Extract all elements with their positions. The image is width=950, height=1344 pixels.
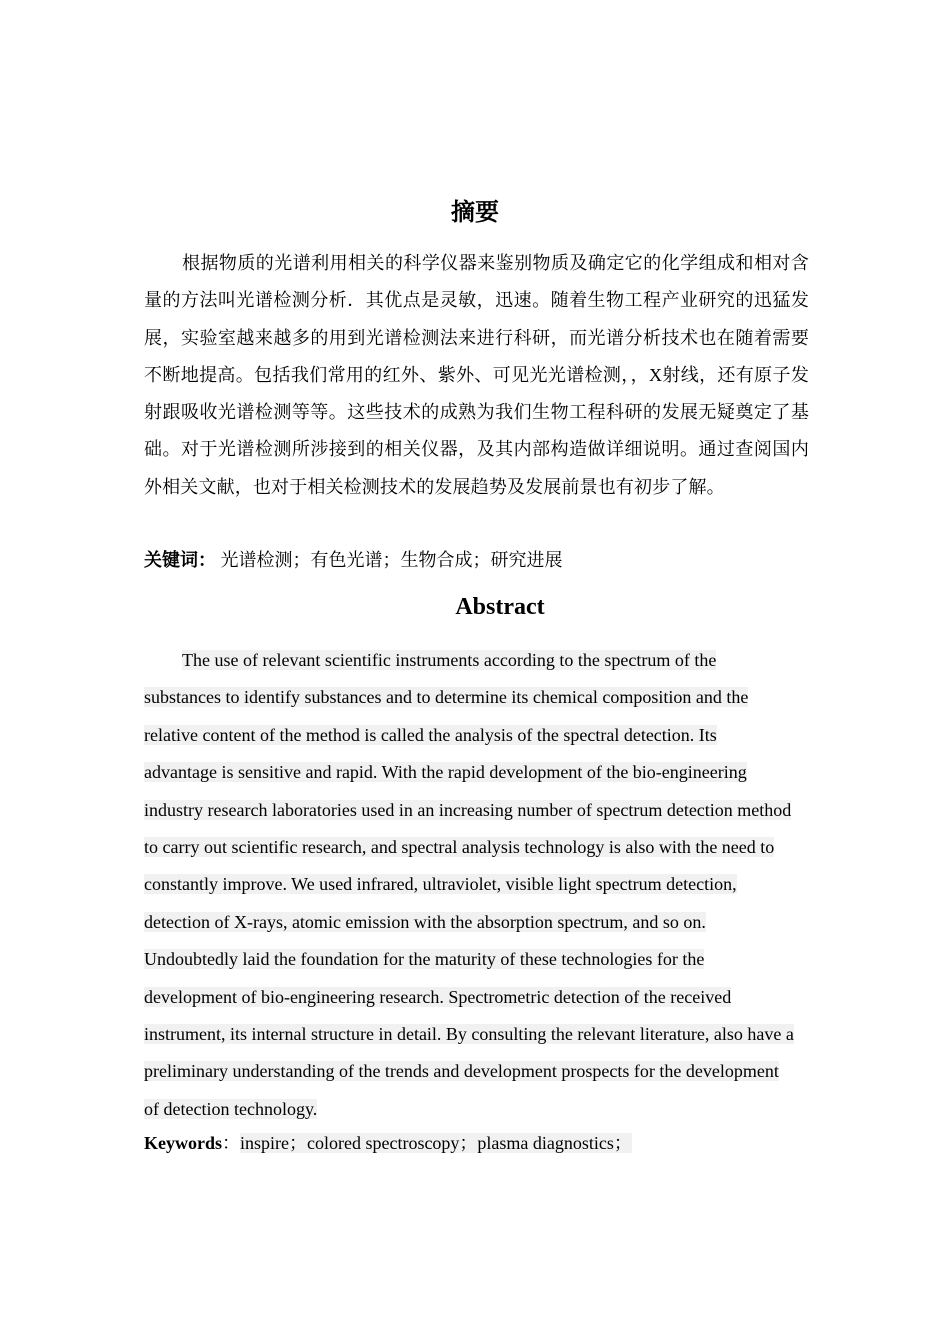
- chinese-abstract-body: 根据物质的光谱利用相关的科学仪器来鉴别物质及确定它的化学组成和相对含量的方法叫光谱检测分析．其优点是灵敏，迅速。随着生物工程产业研究的迅猛发展，实验室越来越多的用到光谱检测法来进行科研，而光谱分析技术也在随着需要不断地提高。包括我们常用的红外、紫外、可见光光谱检测，，X射线，还有原子发射跟吸收光谱检测等等。这些技术的成熟为我们生物工程科研的发展无疑奠定了基础。对于光谱检测所涉接到的相关仪器，及其内部构造做详细说明。通过查阅国内外相关文献，也对于相关检测技术的发展趋势及发展前景也有初步了解。: [144, 253, 809, 497]
- english-keywords-separator: ：: [222, 1133, 240, 1153]
- english-keywords-label: Keywords: [144, 1133, 222, 1153]
- chinese-keywords-label: 关键词：: [144, 550, 216, 570]
- chinese-abstract-title: 摘要: [451, 200, 499, 226]
- english-abstract-body: [144, 642, 794, 1128]
- english-keywords-text: inspire；colored spectroscopy；plasma diagnostics；: [240, 1133, 632, 1153]
- chinese-keywords-line: [144, 545, 806, 575]
- english-abstract-text: The use of relevant scientific instruments according to the spectrum of the substances to identify substances and to determine its chemical composition and the relative content of the method is called the analysis of the spectral detection. Its advantage is sensitive and rapid. With the rapid development of the bio-engineering industry research laboratories used in an increasing number of spectrum detection method to carry out scientific research, and spectral analysis technology is also with the need to constantly improve. We used infrared, ultraviolet, visible light spectrum detection, detection of X-rays, atomic emission with the absorption spectrum, and so on. Undoubtedly laid the foundation for the maturity of these technologies for the development of bio-engineering research. Spectrometric detection of the received instrument, its internal structure in detail. By consulting the relevant literature, also have a preliminary understanding of the trends and development prospects for the development of detection technology.: [144, 650, 794, 1119]
- english-abstract-title: Abstract: [455, 594, 545, 620]
- english-keywords-line: [144, 1128, 844, 1158]
- chinese-keywords-text: 光谱检测；有色光谱；生物合成；研究进展: [220, 550, 563, 570]
